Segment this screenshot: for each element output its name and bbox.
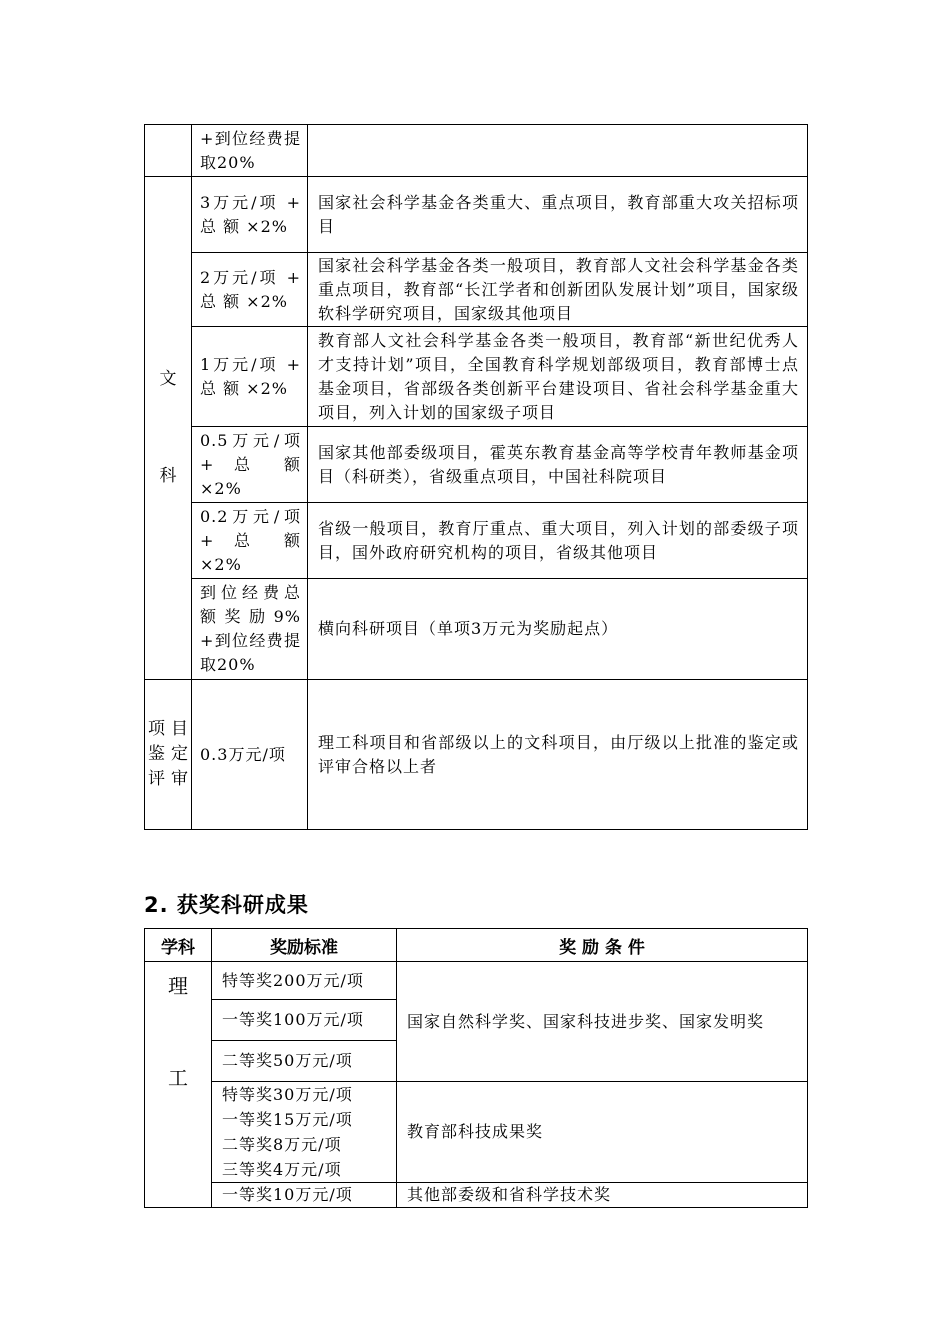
standard-cell: 到位经费总额奖励9% +到位经费提取20% — [192, 579, 308, 680]
subject-cell-ligong — [145, 962, 212, 1208]
condition-cell — [308, 125, 808, 177]
section-heading: 2. 获奖科研成果 — [144, 893, 309, 917]
standard-cell: 0.5万元/项 + 总 额 ×2% — [192, 427, 308, 503]
subject-char: 工 — [168, 1066, 188, 1090]
standard-cell: +到位经费提取20% — [192, 125, 308, 177]
table-row — [145, 1082, 808, 1183]
condition-cell: 理工科项目和省部级以上的文科项目，由厅级以上批准的鉴定或评审合格以上者 — [308, 680, 808, 830]
subject-char: 项 — [147, 719, 165, 739]
header-condition: 奖 励 条 件 — [397, 929, 808, 962]
subject-cell-empty — [145, 125, 192, 177]
table-row — [145, 1183, 808, 1208]
standard-line: 特等奖30万元/项 — [222, 1085, 353, 1104]
subject-cell-wenke — [145, 177, 192, 680]
condition-cell: 国家社会科学基金各类重大、重点项目，教育部重大攻关招标项目 — [308, 177, 808, 253]
header-subject: 学科 — [145, 929, 212, 962]
standard-cell: 一等奖10万元/项 — [212, 1183, 397, 1208]
standard-cell: 1万元/项 + 总 额 ×2% — [192, 327, 308, 427]
condition-cell: 横向科研项目（单项3万元为奖励起点） — [308, 579, 808, 680]
table-row — [145, 427, 808, 503]
condition-cell: 国家自然科学奖、国家科技进步奖、国家发明奖 — [397, 962, 808, 1082]
table-row — [145, 503, 808, 579]
subject-char: 定 — [171, 744, 189, 764]
standard-cell: 二等奖50万元/项 — [212, 1041, 397, 1082]
research-projects-table — [144, 124, 808, 830]
standard-cell: 一等奖100万元/项 — [212, 1000, 397, 1041]
table-row — [145, 177, 808, 253]
condition-cell: 国家其他部委级项目，霍英东教育基金高等学校青年教师基金项目（科研类），省级重点项目，中国社科院项目 — [308, 427, 808, 503]
subject-char: 审 — [171, 769, 189, 789]
subject-char: 评 — [147, 769, 165, 789]
standard-cell: 0.3万元/项 — [192, 680, 308, 830]
subject-char: 鉴 — [147, 744, 165, 764]
standard-cell-multi — [212, 1082, 397, 1183]
table-row — [145, 579, 808, 680]
condition-cell: 省级一般项目，教育厅重点、重大项目，列入计划的部委级子项目，国外政府研究机构的项目，省级其他项目 — [308, 503, 808, 579]
table-row — [145, 680, 808, 830]
subject-char: 目 — [171, 719, 189, 739]
header-standard: 奖励标准 — [212, 929, 397, 962]
condition-cell: 其他部委级和省科学技术奖 — [397, 1183, 808, 1208]
standard-cell: 3万元/项 + 总 额 ×2% — [192, 177, 308, 253]
subject-char: 文 — [159, 369, 177, 389]
condition-cell: 教育部科技成果奖 — [397, 1082, 808, 1183]
table-row — [145, 327, 808, 427]
subject-cell-appraisal — [145, 680, 192, 830]
standard-cell: 2万元/项 + 总 额 ×2% — [192, 253, 308, 327]
table-row — [145, 125, 808, 177]
table-row — [145, 962, 808, 1000]
standard-line: 二等奖8万元/项 — [222, 1135, 342, 1154]
condition-cell: 教育部人文社会科学基金各类一般项目，教育部“新世纪优秀人才支持计划”项目，全国教育科学规划部级项目，教育部博士点基金项目，省部级各类创新平台建设项目、省社会科学基金重大项目，列入计划的国家级子项目 — [308, 327, 808, 427]
standard-cell: 0.2万元/项 + 总 额 ×2% — [192, 503, 308, 579]
standard-line: 一等奖15万元/项 — [222, 1110, 353, 1129]
awards-table — [144, 928, 808, 1208]
header-row — [145, 929, 808, 962]
condition-cell: 国家社会科学基金各类一般项目，教育部人文社会科学基金各类重点项目，教育部“长江学者和创新团队发展计划”项目，国家级软科学研究项目，国家级其他项目 — [308, 253, 808, 327]
standard-cell: 特等奖200万元/项 — [212, 962, 397, 1000]
subject-char: 科 — [159, 466, 177, 486]
subject-char: 理 — [168, 974, 188, 998]
standard-line: 三等奖4万元/项 — [222, 1160, 342, 1179]
table-row — [145, 253, 808, 327]
